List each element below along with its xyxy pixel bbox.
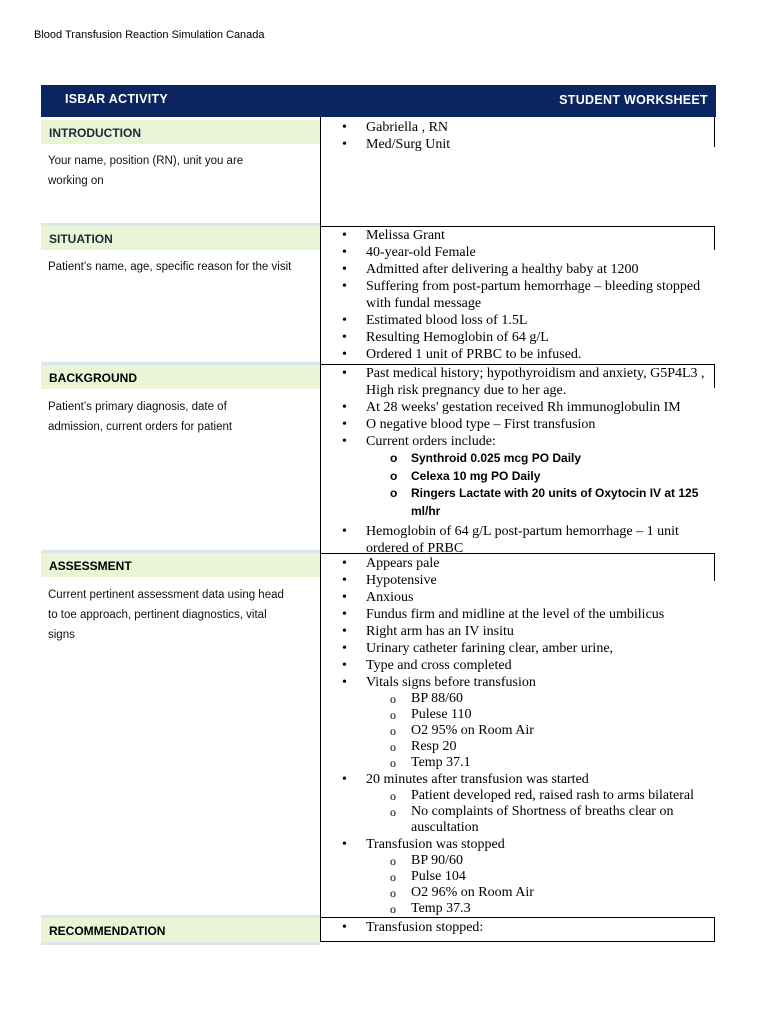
list-item-continuation: ordered of PRBC	[366, 541, 464, 556]
list-item: • Right arm has an IV insitu	[322, 623, 714, 640]
assessment-description: Current pertinent assessment data using head to toe approach, pertinent diagnostics, vital signs	[48, 589, 284, 641]
vital-item: o Pulse 104	[322, 869, 714, 885]
situation-description: Patient’s name, age, specific reason for the visit	[48, 261, 292, 273]
vital-item: o Temp 37.3	[322, 901, 714, 917]
sub-item: o No complaints of Shortness of breaths clear on	[322, 804, 714, 820]
assessment-label: ASSESSMENT	[41, 553, 320, 577]
vital-item: o BP 90/60	[322, 853, 714, 869]
order-item: o Synthroid 0.025 mcg PO Daily	[322, 450, 714, 468]
column-border	[714, 364, 715, 388]
list-item: • Appears pale	[322, 555, 714, 572]
list-item: • O negative blood type – First transfusion	[322, 416, 714, 433]
list-item: • Transfusion was stopped	[322, 836, 714, 853]
sub-item-continuation: auscultation	[411, 820, 479, 835]
list-item: • Suffering from post-partum hemorrhage – bleeding stopped	[322, 278, 714, 295]
recommendation-label: RECOMMENDATION	[41, 918, 320, 942]
column-border	[714, 117, 715, 147]
list-item: • Vitals signs before transfusion	[322, 674, 714, 691]
assessment-content	[322, 555, 714, 917]
list-item: • Ordered 1 unit of PRBC to be infused.	[322, 346, 714, 363]
background-label: BACKGROUND	[41, 365, 320, 389]
section-divider	[41, 942, 320, 945]
order-item-continuation: ml/hr	[411, 503, 441, 518]
list-item: • Transfusion stopped:	[322, 919, 714, 936]
recommendation-content	[322, 919, 714, 936]
situation-label: SITUATION	[41, 226, 320, 250]
order-item: o Ringers Lactate with 20 units of Oxytocin IV at 125	[322, 485, 714, 503]
list-item: • Urinary catheter farining clear, amber urine,	[322, 640, 714, 657]
list-item: • Melissa Grant	[322, 227, 714, 244]
banner-subtitle: STUDENT WORKSHEET	[559, 93, 708, 107]
list-item: • Resulting Hemoglobin of 64 g/L	[322, 329, 714, 346]
list-item: • Estimated blood loss of 1.5L	[322, 312, 714, 329]
background-content	[322, 365, 714, 557]
list-item: • Med/Surg Unit	[322, 136, 714, 153]
column-border	[714, 226, 715, 250]
vital-item: o O2 95% on Room Air	[322, 723, 714, 739]
column-border	[714, 917, 715, 941]
list-item-continuation: High risk pregnancy due to her age.	[366, 383, 567, 398]
list-item: • 40-year-old Female	[322, 244, 714, 261]
list-item: • Admitted after delivering a healthy baby at 1200	[322, 261, 714, 278]
column-border	[714, 553, 715, 581]
situation-content	[322, 227, 714, 363]
row-border	[320, 917, 715, 918]
worksheet-banner	[41, 85, 716, 117]
vital-item: o Temp 37.1	[322, 755, 714, 771]
introduction-label: INTRODUCTION	[41, 120, 320, 144]
vital-item: o O2 96% on Room Air	[322, 885, 714, 901]
list-item: • 20 minutes after transfusion was started	[322, 771, 714, 788]
list-item-continuation: with fundal message	[366, 296, 482, 311]
row-border	[320, 941, 715, 942]
list-item: • Anxious	[322, 589, 714, 606]
vital-item: o Resp 20	[322, 739, 714, 755]
list-item: • Past medical history; hypothyroidism and anxiety, G5P4L3 ,	[322, 365, 714, 382]
order-item: o Celexa 10 mg PO Daily	[322, 468, 714, 486]
column-border	[320, 117, 321, 942]
list-item: • At 28 weeks' gestation received Rh immunoglobulin IM	[322, 399, 714, 416]
background-description: Patient’s primary diagnosis, date of admission, current orders for patient	[48, 401, 233, 433]
list-item: • Hypotensive	[322, 572, 714, 589]
list-item: • Hemoglobin of 64 g/L post-partum hemorrhage – 1 unit	[322, 523, 714, 540]
list-item: • Gabriella , RN	[322, 119, 714, 136]
banner-title: ISBAR ACTIVITY	[65, 92, 169, 106]
document-header: Blood Transfusion Reaction Simulation Canada	[34, 29, 265, 41]
vital-item: o Pulese 110	[322, 707, 714, 723]
vital-item: o BP 88/60	[322, 691, 714, 707]
introduction-description: Your name, position (RN), unit you are working on	[48, 155, 244, 187]
list-item: • Type and cross completed	[322, 657, 714, 674]
introduction-content	[322, 119, 714, 153]
sub-item: o Patient developed red, raised rash to arms bilateral	[322, 788, 714, 804]
list-item: • Current orders include:	[322, 433, 714, 450]
list-item: • Fundus firm and midline at the level of the umbilicus	[322, 606, 714, 623]
